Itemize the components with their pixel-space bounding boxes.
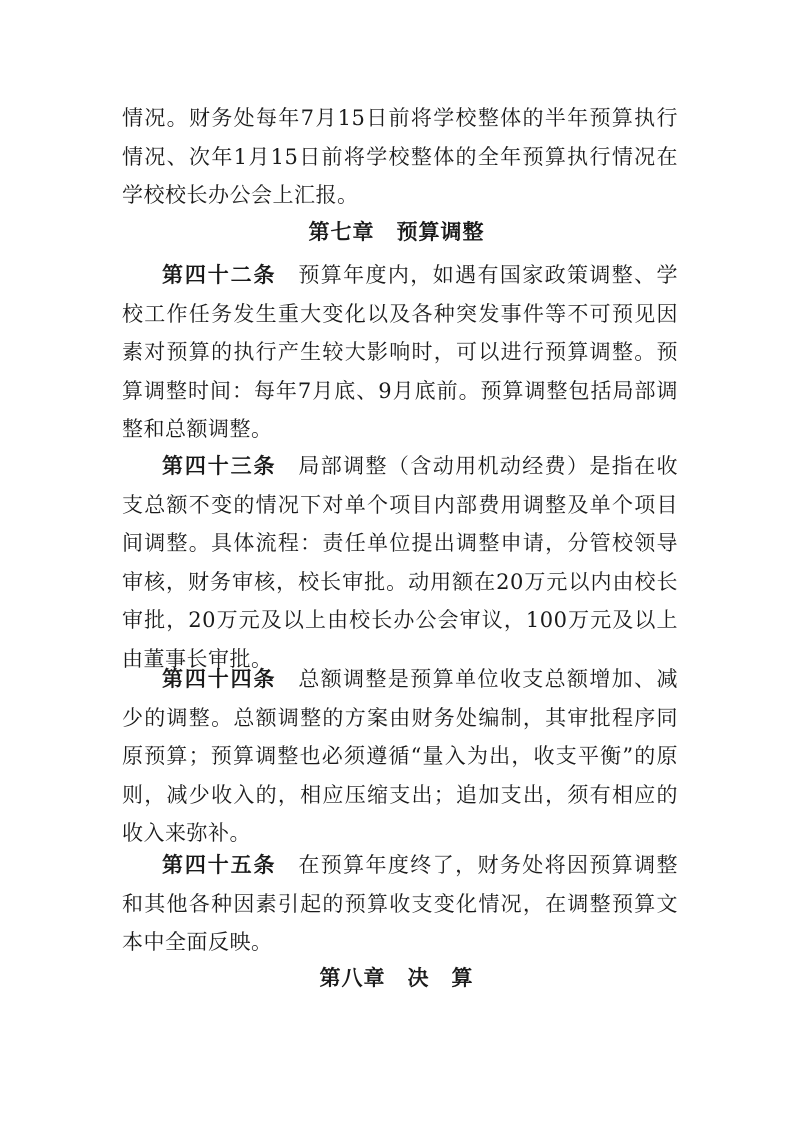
article-text: 在预算年度终了，财务处将因预算调整和其他各种因素引起的预算收支变化情况，在调整预算文本中全面反映。: [122, 853, 678, 954]
article-text: 局部调整（含动用机动经费）是指在收支总额不变的情况下对单个项目内部费用调整及单个项目间调整。具体流程：责任单位提出调整申请，分管校领导审核，财务审核，校长审批。动用额在20万元以内由校长审批，20万元及以上由校长办公会审议，100万元及以上由董事长审批。: [122, 454, 678, 671]
article-number: 第四十五条: [162, 853, 277, 877]
article-42: [122, 256, 678, 449]
article-43: [122, 447, 678, 678]
article-number: 第四十三条: [162, 454, 277, 478]
chapter-8-heading: 第八章 决 算: [319, 966, 474, 990]
article-45: [122, 846, 678, 962]
article-number: 第四十四条: [162, 667, 277, 691]
article-text: 总额调整是预算单位收支总额增加、减少的调整。总额调整的方案由财务处编制，其审批程序同原预算；预算调整也必须遵循“量入为出，收支平衡”的原则，减少收入的，相应压缩支出；追加支出，须有相应的收入来弥补。: [122, 667, 678, 845]
intro-paragraph: 情况。财务处每年7月15日前将学校整体的半年预算执行情况、次年1月15日前将学校整体的全年预算执行情况在学校校长办公会上汇报。: [122, 106, 678, 207]
chapter-7-heading: 第七章 预算调整: [308, 220, 485, 244]
article-text: 预算年度内，如遇有国家政策调整、学校工作任务发生重大变化以及各种突发事件等不可预见因素对预算的执行产生较大影响时，可以进行预算调整。预算调整时间：每年7月底、9月底前。预算调整包括局部调整和总额调整。: [122, 263, 678, 441]
article-number: 第四十二条: [162, 263, 277, 287]
article-44: [122, 660, 678, 853]
